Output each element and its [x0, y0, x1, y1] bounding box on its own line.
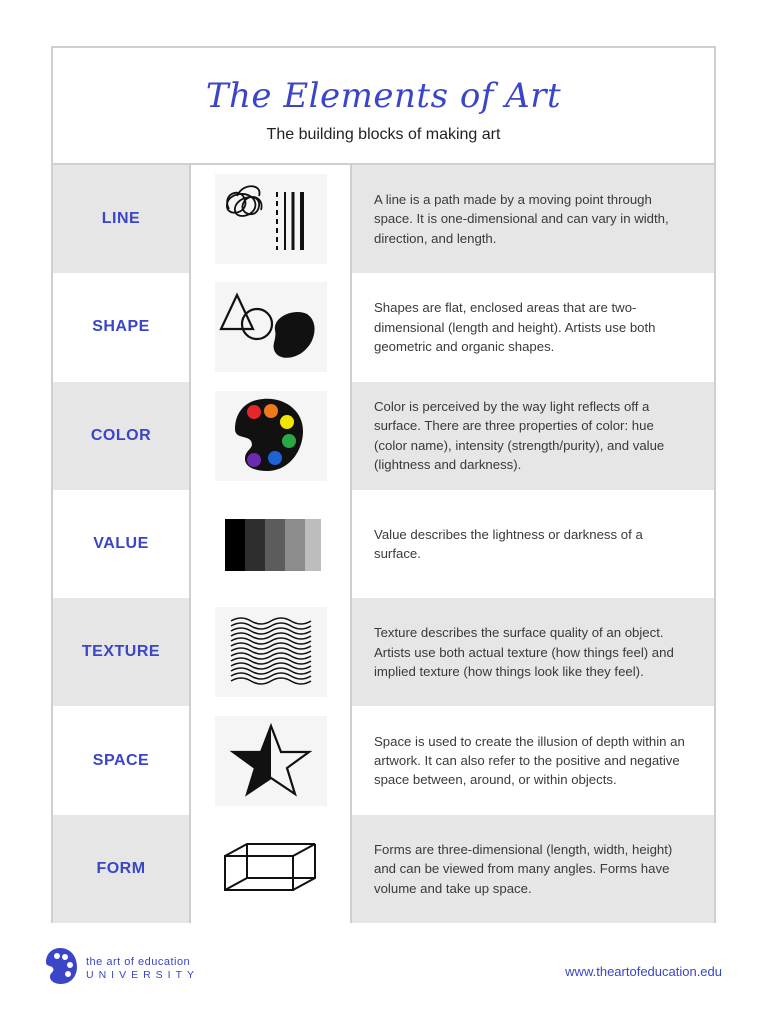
table-row-value	[53, 490, 714, 598]
logo-line-1: the art of education	[86, 955, 191, 968]
row-icon-cell	[191, 165, 352, 273]
row-icon-cell	[191, 815, 352, 923]
elements-table	[53, 165, 714, 923]
row-label: SPACE	[53, 706, 191, 814]
table-row-form	[53, 815, 714, 923]
table-row-shape	[53, 273, 714, 381]
row-icon-cell	[191, 490, 352, 598]
row-icon-cell	[191, 598, 352, 706]
row-icon-cell	[191, 382, 352, 490]
page-title: The Elements of Art	[205, 76, 562, 116]
table-row-space	[53, 706, 714, 814]
table-row-texture	[53, 598, 714, 706]
row-label: TEXTURE	[53, 598, 191, 706]
footer-logo[interactable]	[44, 946, 199, 991]
line-scribble-icon	[215, 174, 327, 264]
value-scale-icon	[215, 499, 327, 589]
box-form-icon	[215, 824, 327, 914]
logo-text	[86, 956, 199, 982]
row-description: Texture describes the surface quality of an object. Artists use both actual texture (how things feel) and implied texture (how things look like they feel).	[374, 625, 674, 680]
row-description: Space is used to create the illusion of depth within an artwork. It can also refer to the positive and negative space between, around, or within objects.	[374, 733, 685, 788]
row-label: COLOR	[53, 382, 191, 490]
row-label: FORM	[53, 815, 191, 923]
row-description: A line is a path made by a moving point through space. It is one-dimensional and can vary in width, direction, and length.	[374, 192, 669, 246]
palette-icon	[215, 391, 327, 481]
texture-waves-icon	[215, 607, 327, 697]
table-row-color	[53, 382, 714, 490]
row-icon-cell	[191, 273, 352, 381]
row-description: Value describes the lightness or darkness of a surface.	[374, 526, 643, 562]
page-subtitle: The building blocks of making art	[266, 126, 501, 143]
row-label: LINE	[53, 165, 191, 273]
shapes-icon	[215, 282, 327, 372]
sheet-header	[53, 48, 714, 165]
logo-line-2: UNIVERSITY	[86, 968, 200, 981]
row-icon-cell	[191, 706, 352, 814]
website-link[interactable]: www.theartofeducation.edu	[565, 964, 722, 979]
elements-of-art-sheet	[51, 46, 716, 923]
table-row-line	[53, 165, 714, 273]
palette-logo-icon	[44, 946, 78, 991]
row-description: Color is perceived by the way light reflects off a surface. There are three properties of color: hue (color name), intensity (strength/purity), and value (lightness and darkness).	[374, 398, 665, 473]
row-label: VALUE	[53, 490, 191, 598]
row-description: Forms are three-dimensional (length, width, height) and can be viewed from many angles. Forms have volume and take up space.	[374, 841, 673, 896]
row-label: SHAPE	[53, 273, 191, 381]
row-description: Shapes are flat, enclosed areas that are two-dimensional (length and height). Artists use both geometric and organic shapes.	[374, 300, 656, 355]
star-icon	[215, 716, 327, 806]
